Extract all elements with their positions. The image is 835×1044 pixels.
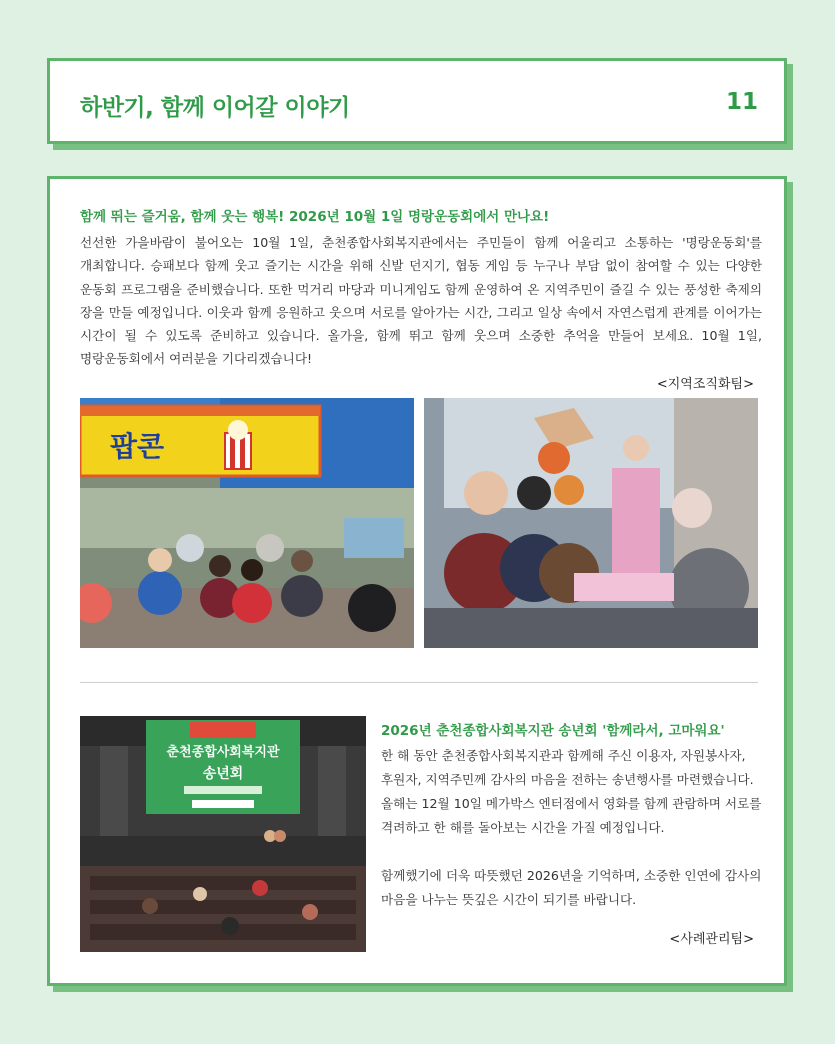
page-title: 하반기, 함께 이어갈 이야기: [80, 95, 350, 121]
screen-title-line1: 춘천종합사회복지관: [166, 745, 280, 760]
sports-day-body: 선선한 가을바람이 불어오는 10월 1일, 춘천종합사회복지관에서는 주민들이 함께 어울리고 소통하는 '명랑운동회'를 개최합니다. 승패보다 함께 웃고 즐기는 시간을 위해 신발 던지기, 협동 게임 등 누구나 부담 없이 참여할 수 있는 다양한 운동회 프로그램을 준비했습니다. 또한 먹거리 마당과 미니게임도 함께 운영하여 온 지역주민이 즐길 수 있는 풍성한 축제의 장을 만들 예정입니다. 이웃과 함께 응원하고 웃으며 서로를 알아가는 시간, 그리고 일상 속에서 자연스럽게 관계를 이어가는 시간이 될 수 있도록 준비하고 있습니다. 올가을, 함께 뛰고 함께 웃으며 소중한 추억을 만들어 보세요. 10월 1일, 명랑운동회에서 여러분을 기다리겠습니다!: [80, 235, 762, 367]
content-panel: [47, 176, 787, 986]
page-header: [47, 58, 787, 144]
popcorn-sign-text: 팝콘: [110, 430, 165, 463]
section-divider: [80, 682, 758, 683]
page-number: 11: [725, 89, 758, 115]
sports-day-team-credit: <지역조직화팀>: [656, 377, 754, 392]
year-end-team-credit: <사례관리팀>: [669, 932, 754, 947]
popcorn-booth-photo: [80, 398, 414, 648]
year-end-body: [381, 744, 767, 912]
year-end-paragraph-1: 한 해 동안 춘천종합사회복지관과 함께해 주신 이용자, 자원봉사자, 후원자, 지역주민께 감사의 마음을 전하는 송년행사를 마련했습니다. 올해는 12월 10일 메가박스 엔터점에서 영화를 함께 관람하며 서로를 격려하고 한 해를 돌아보는 시간을 가질 예정입니다.: [381, 748, 762, 835]
year-end-party-photo: [80, 716, 366, 952]
sports-day-heading: 함께 뛰는 즐거움, 함께 웃는 행복! 2026년 10월 1일 명랑운동회에서 만나요!: [80, 209, 550, 225]
year-end-paragraph-2: 함께했기에 더욱 따뜻했던 2026년을 기억하며, 소중한 인연에 감사의 마음을 나누는 뜻깊은 시간이 되기를 바랍니다.: [381, 868, 762, 907]
community-event-photo: [424, 398, 758, 648]
year-end-heading: 2026년 춘천종합사회복지관 송년회 '함께라서, 고마워요': [381, 723, 725, 739]
screen-title-line2: 송년회: [202, 766, 244, 782]
